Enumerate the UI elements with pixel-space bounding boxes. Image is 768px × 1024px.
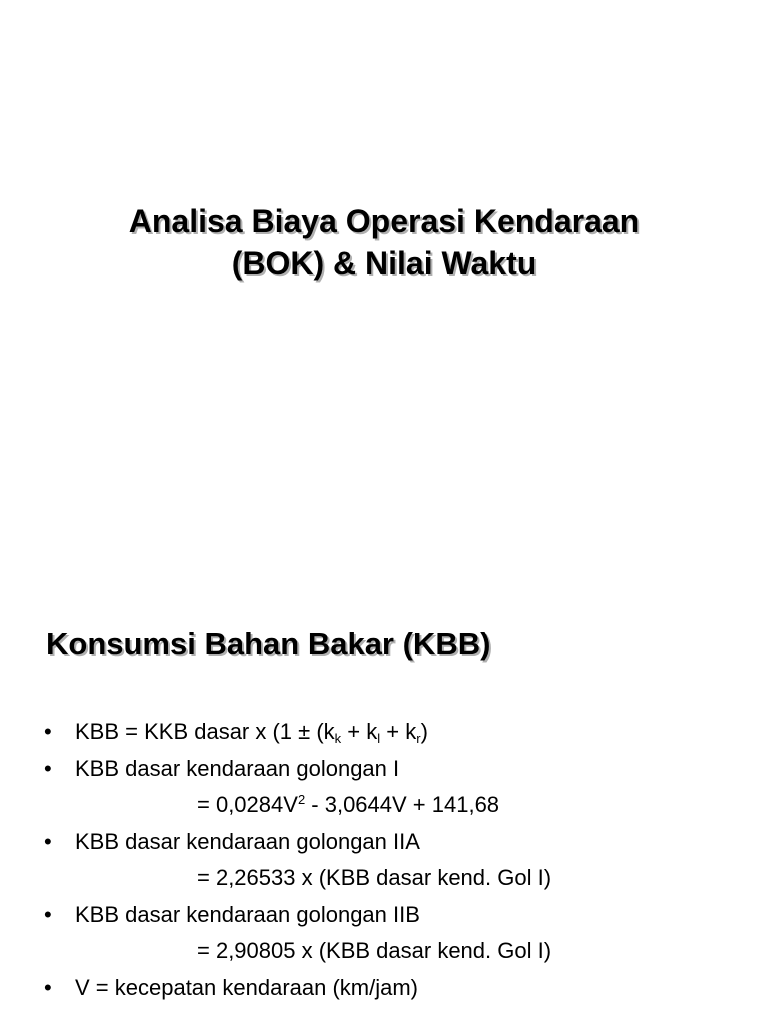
list-item bbox=[44, 824, 744, 861]
list-item bbox=[44, 897, 744, 934]
slide-title-line-2: (BOK) & Nilai Waktu bbox=[231, 245, 537, 281]
list-item-text: V = kecepatan kendaraan (km/jam) bbox=[75, 974, 419, 1000]
bullet-icon: • bbox=[44, 755, 52, 781]
bullet-icon: • bbox=[44, 719, 52, 744]
bullet-list bbox=[44, 714, 744, 1006]
list-item-text: KBB dasar kendaraan golongan IIB bbox=[75, 901, 420, 927]
content-slide bbox=[0, 576, 768, 1024]
slide-heading: Konsumsi Bahan Bakar (KBB) bbox=[46, 626, 491, 661]
formula-gol-i: = $0,0284V^2 - 3,0644V + 141,68$ bbox=[197, 792, 500, 817]
bullet-icon: • bbox=[44, 974, 52, 1000]
list-item bbox=[44, 970, 744, 1007]
slide-title bbox=[0, 200, 768, 284]
list-item-continuation bbox=[44, 933, 744, 970]
list-item bbox=[44, 751, 744, 788]
list-item bbox=[44, 714, 744, 751]
slide-title-line-1: Analisa Biaya Operasi Kendaraan bbox=[128, 203, 640, 239]
bullet-icon: • bbox=[44, 901, 52, 927]
list-item-continuation bbox=[44, 860, 744, 897]
formula-kbb: KBB = KKB dasar x ($1 \pm (k_k + k_l + k_r)$ bbox=[75, 719, 428, 746]
list-item-text: KBB dasar kendaraan golongan I bbox=[75, 755, 400, 781]
formula-gol-iia: = 2,26533 x (KBB dasar kend. Gol I) bbox=[197, 865, 552, 890]
list-item-text: KBB dasar kendaraan golongan IIA bbox=[75, 828, 420, 854]
list-item-continuation bbox=[44, 787, 744, 824]
bullet-icon: • bbox=[44, 828, 52, 854]
formula-gol-iib: = 2,90805 x (KBB dasar kend. Gol I) bbox=[197, 938, 552, 963]
